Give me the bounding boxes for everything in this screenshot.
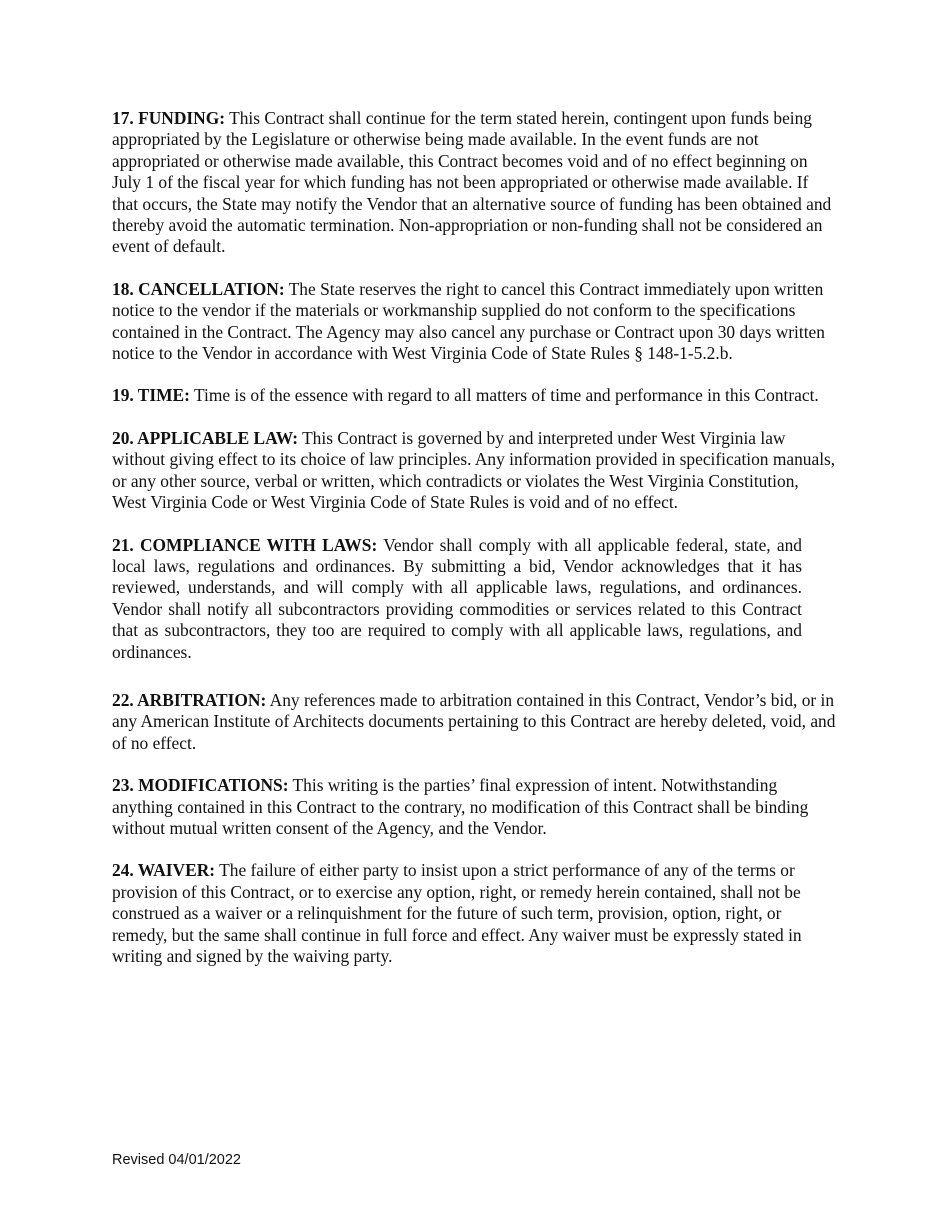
section-heading: 18. CANCELLATION: <box>112 278 285 299</box>
section-compliance-with-laws <box>112 535 802 663</box>
section-arbitration <box>112 690 836 754</box>
section-text: The failure of either party to insist upon a strict performance of any of the terms or provision of this Contract, or to exercise any option, right, or remedy herein contained, shall not be construed as a waiver or a relinquishment for the future of such term, provision, option, right, or remedy, but the same shall continue in full force and effect. Any waiver must be expressly stated in writing and signed by the waiving party. <box>112 860 802 966</box>
section-text: Vendor shall comply with all applicable federal, state, and local laws, regulations and ordinances. By submitting a bid, Vendor acknowledges that it has reviewed, understands, and will comply with all applicable laws, regulations, and ordinances. Vendor shall notify all subcontractors providing commodities or services related to this Contract that as subcontractors, they too are required to comply with all applicable laws, regulations, and ordinances. <box>112 534 802 662</box>
section-text: This Contract shall continue for the term stated herein, contingent upon funds being appropriated by the Legislature or otherwise being made available. In the event funds are not appropriated or otherwise made available, this Contract becomes void and of no effect beginning on July 1 of the fiscal year for which funding has not been appropriated or otherwise made available. If that occurs, the State may notify the Vendor that an alternative source of funding has been obtained and thereby avoid the automatic termination. Non-appropriation or non-funding shall not be considered an event of default. <box>112 108 832 257</box>
section-heading: 23. MODIFICATIONS: <box>112 775 289 796</box>
section-cancellation <box>112 279 836 365</box>
section-text: Time is of the essence with regard to all matters of time and performance in this Contract. <box>194 385 819 406</box>
section-heading: 19. TIME: <box>112 385 190 406</box>
section-heading: 24. WAIVER: <box>112 860 216 881</box>
section-time <box>112 385 836 406</box>
section-text: The State reserves the right to cancel this Contract immediately upon written notice to the vendor if the materials or workmanship supplied do not conform to the specifications contained in the Contract. The Agency may also cancel any purchase or Contract upon 30 days written notice to the Vendor in accordance with West Virginia Code of State Rules § 148-1-5.2.b. <box>112 278 825 364</box>
section-heading: 20. APPLICABLE LAW: <box>112 427 299 448</box>
section-text: This writing is the parties’ final expression of intent. Notwithstanding anything contained in this Contract to the contrary, no modification of this Contract shall be binding without mutual written consent of the Agency, and the Vendor. <box>112 775 809 838</box>
section-heading: 21. COMPLIANCE WITH LAWS: <box>112 534 378 555</box>
section-waiver <box>112 860 836 967</box>
section-applicable-law <box>112 428 836 514</box>
section-text: Any references made to arbitration contained in this Contract, Vendor’s bid, or in any American Institute of Architects documents pertaining to this Contract are hereby deleted, void, and of no effect. <box>112 689 836 753</box>
document-body <box>112 108 836 988</box>
section-text: This Contract is governed by and interpreted under West Virginia law without giving effect to its choice of law principles. Any information provided in specification manuals, or any other source, verbal or written, which contradicts or violates the West Virginia Constitution, West Virginia Code or West Virginia Code of State Rules is void and of no effect. <box>112 427 836 513</box>
revision-footer: Revised 04/01/2022 <box>112 1152 241 1168</box>
section-funding <box>112 108 836 258</box>
section-heading: 17. FUNDING: <box>112 108 226 128</box>
section-heading: 22. ARBITRATION: <box>112 689 267 710</box>
section-modifications <box>112 775 836 839</box>
